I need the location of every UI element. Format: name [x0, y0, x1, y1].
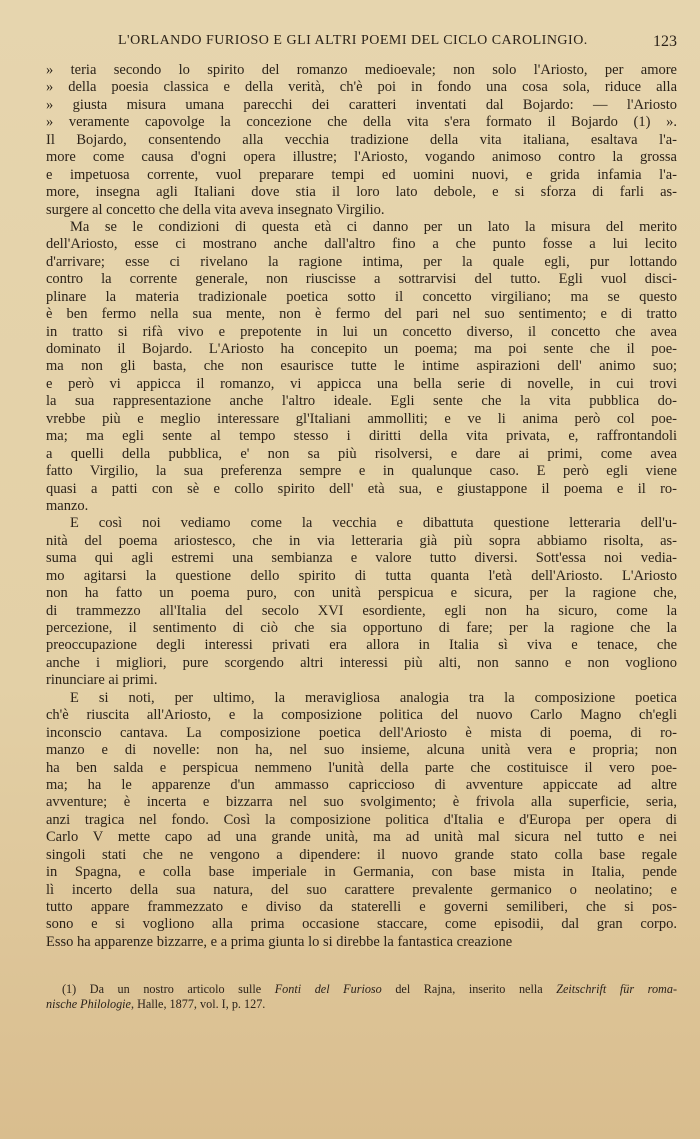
text-line: ha ben salda e perspicua nemmeno l'unità della parte che costituisce il vero poe- [46, 759, 677, 776]
text-line: inconscio cantava. La composizione poetica dell'Ariosto è mista di poema, di ro- [46, 724, 677, 741]
text-line: singoli stati che ne vengono a dipendere: il nuovo grande stato colla base regale [46, 846, 677, 863]
text-line: dell'Ariosto, esse ci mostrano anche dall'altro fino a che punto fosse a lui lecito [46, 236, 677, 253]
footnote-text: , Halle, 1877, vol. I, p. 127. [130, 997, 266, 1011]
text-line: anzi tragica nel fondo. Così la composizione politica d'Italia e d'Europa per opera di [46, 811, 677, 828]
text-line: e impetuosa corrente, vuol preparare tempi ed uomini nuovi, e grida infamia l'a- [46, 166, 677, 183]
footnote-title: Fonti del Furioso [274, 982, 382, 996]
text-line: preoccupazione degli interessi privati era allora in Italia sì viva e tenace, che [46, 637, 677, 654]
text-line: E così noi vediamo come la vecchia e dibattuta questione letteraria dell'u- [70, 515, 677, 532]
text-line: avventure; è incerta e bizzarra nel suo svolgimento; è frivola alla superficie, seria, [46, 794, 677, 811]
text-line: mo agitarsi la questione dello spirito di tutta quanta l'età dell'Ariosto. L'Ariosto [46, 567, 677, 584]
text-line: in Spagna, e colla base imperiale in Germania, con base mista in Italia, pende [46, 864, 677, 881]
text-line: » della poesia classica e della verità, ch'è poi in fondo una cosa sola, riduce alla [46, 79, 677, 96]
text-line: contro la corrente generale, non riuscisse a sottrarvisi del tutto. Egli vuol disci- [46, 271, 677, 288]
text-line: percezione, il sentimento di ciò che sia opportuno di fare; per la ragione che la [46, 620, 677, 636]
footnote-text: del Rajna, inserito nella [381, 982, 557, 996]
page-number: 123 [653, 33, 677, 50]
text-line: tutto appare frammezzato e diviso da staterelli e governi semiliberi, che si pos- [46, 899, 677, 915]
text-line: e però vi appicca il romanzo, vi appicca una bella serie di novelle, in cui trovi [46, 375, 677, 392]
text-line: lì incerto della sua natura, del suo carattere prevalente germanico o neolatino; e [46, 881, 677, 898]
text-line: more, insegna agli Italiani dove stia il loro lato debole, e si sforza di farli as- [46, 184, 677, 201]
text-line: sono e si vogliono alla prima occasione staccare, come episodii, dal gran corpo. [46, 916, 677, 933]
text-line: anche i migliori, pure scorgendo altri interessi più alti, non sanno e non vogliono [46, 654, 677, 671]
text-line: surgere al concetto che della vita aveva insegnato Virgilio. [46, 201, 385, 218]
text-line: a quelli della pubblica, e' non sa più risolversi, e dare ai primi, come avea [46, 445, 677, 462]
footnote-marker: (1) [62, 982, 77, 996]
text-line: manzo. [46, 497, 89, 514]
text-line: more come causa d'ogni opera illustre; l'Ariosto, vogando animoso contro la grossa [46, 149, 677, 166]
footnote-line [46, 997, 677, 1012]
text-line: d'arrivare; esse ci rivelano la ragione intima, per la quale egli, pur lottando [46, 253, 677, 270]
text-line: di trammezzo all'Italia del secolo XVI esordiente, egli non ha sicuro, come la [46, 602, 677, 619]
text-line: Esso ha apparenze bizzarre, e a prima giunta lo si direbbe la fantastica creazione [46, 933, 513, 950]
text-line: » giusta misura umana parecchi dei caratteri inventati dal Bojardo: — l'Ariosto [46, 96, 677, 113]
text-line: rinunciare ai primi. [46, 672, 158, 689]
text-line: ma non gli basta, che non esaurisce tutte le intime aspirazioni dell' animo suo; [46, 358, 677, 375]
running-header [46, 33, 677, 53]
text-line: quasi a patti con sè e collo spirito dell' età sua, e giustappone il poema e il ro- [46, 480, 677, 497]
footnote-journal: nische Philologie [46, 997, 131, 1011]
text-line: suma qui agli estremi una sembianza e valore tutto diversi. Sott'essa noi vedia- [46, 550, 677, 567]
text-line: manzo e di novelle: non ha, nel suo insieme, alcuna unità vera e propria; non [46, 742, 677, 759]
text-line: vrebbe più e meglio interessare gl'Italiani ammolliti; e ve li anima però col poe- [46, 410, 677, 427]
body-text [46, 62, 677, 951]
text-line: ma; ha le apparenze d'un ammasso capriccioso di avventure appiccate ad altre [46, 776, 677, 793]
footnote-journal: Zeitschrift für roma- [556, 982, 677, 996]
text-line: Il Bojardo, consentendo alla vecchia tradizione della vita italiana, esaltava l'a- [46, 131, 677, 148]
text-line: E si noti, per ultimo, la meravigliosa analogia tra la composizione poetica [70, 689, 677, 706]
text-line: ch'è riuscita all'Ariosto, e la composizione politica del nuovo Carlo Magno ch'egli [46, 707, 677, 724]
text-line: è ben fermo nella sua mente, non è fermo del pari nel suo sentimento; e di tratto [46, 306, 677, 323]
text-line: Carlo V mette capo ad una grande unità, ma ad unità mal sicura nel tutto e nei [46, 829, 677, 846]
footnote-text: Da un nostro articolo sulle [76, 982, 275, 996]
text-line: » veramente capovolge la concezione che della vita s'era formato il Bojardo (1) ». [46, 114, 677, 131]
text-line: fatto Virgilio, la sua preferenza sempre e in qualunque caso. E però egli viene [46, 463, 677, 480]
footnote [46, 982, 677, 1012]
text-line: in tratto si rifà vivo e prepotente in lui un concetto diverso, il concetto che avea [46, 323, 677, 340]
text-line: la sua rappresentazione anche l'altro ideale. Egli sente che la vita pubblica do- [46, 393, 677, 410]
text-line: Ma se le condizioni di questa età ci danno per un lato la misura del merito [70, 218, 677, 235]
footnote-line [46, 982, 677, 997]
text-line: » teria secondo lo spirito del romanzo medioevale; non solo l'Ariosto, per amore [46, 62, 677, 78]
text-line: ma; ma egli sente al tempo stesso i diritti della vita privata, e, raffrontandoli [46, 428, 677, 445]
text-line: nità del poema ariostesco, che in via letteraria già più sopra abbiamo risolta, as- [46, 532, 677, 549]
running-title: L'ORLANDO FURIOSO E GLI ALTRI POEMI DEL CICLO CAROLINGIO. [118, 33, 588, 48]
text-line: plinare la materia tradizionale poetica sotto il concetto virgiliano; ma se questo [46, 288, 677, 305]
text-line: dominato il Bojardo. L'Ariosto ha concepito un poema; ma poi sente che il poe- [46, 341, 677, 357]
text-line: non ha fatto un poema puro, con unità perspicua e sicura, per la ragione che, [46, 585, 677, 602]
